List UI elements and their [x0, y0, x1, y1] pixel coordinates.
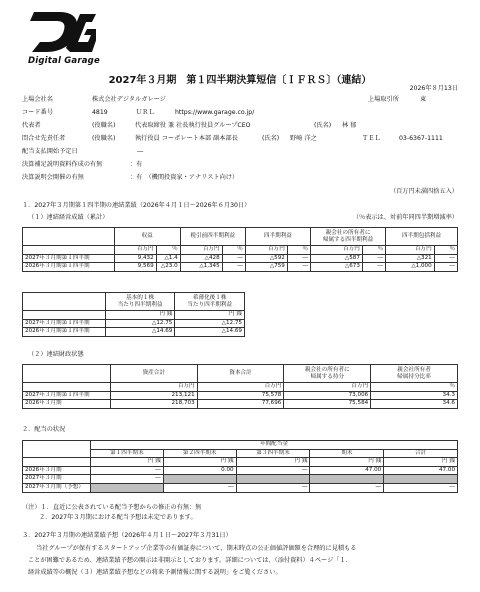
unit-row	[23, 246, 115, 255]
url-value[interactable]: https://www.garage.co.jp/	[175, 109, 255, 116]
report-date: 2026年８月13日	[409, 85, 458, 92]
header-equity-ratio: 親会社所有者 帰属持分比率	[371, 365, 458, 383]
fin-corner	[23, 365, 111, 383]
table-row: 2027年３月期第１四半期 9,432 △1.4 △428 ― △592 ― △587 ― △321 ―	[23, 254, 458, 263]
meeting-value: ：有 （機関投資家・アナリスト向け）	[130, 174, 239, 181]
forecast-text-3: 経営成績等の概況（３）連結業績予想などの将来予測情報に関する説明」をご覧ください。	[28, 569, 282, 576]
section3-heading: ３．2027年３月期の連結業績予想（2026年４月１日～2027年３月31日）	[22, 532, 232, 539]
meeting-label: 決算説明会開催の有無	[22, 174, 84, 181]
table-row: 2027年３月期 ―	[23, 475, 458, 484]
header-diluted-eps: 希薄化後１株 当たり四半期利益	[175, 293, 245, 311]
tel-label: ＴＥＬ	[362, 135, 381, 142]
section1-sub1: （１）連結経営成績（累計）	[28, 214, 109, 221]
tel-value: 03-6367-1111	[399, 135, 443, 142]
dividend-note1: （注）１．直近に公表されている配当予想からの修正の有無：無	[22, 504, 202, 511]
exchange-label: 上場取引所	[368, 96, 399, 103]
pct-note: （％表示は、対前年同四半期増減率）	[352, 214, 458, 221]
rep-label: 代表者	[22, 122, 41, 129]
forecast-text-2: ことが困難であるため、連結業績予想の開示は非開示としております。詳細については、（添付資料）４ページ「１．	[28, 557, 352, 564]
operating-results-table: 収益 税引前四半期利益 四半期利益 親会社の所有者に 帰属する四半期利益 四半期包括利益 百万円 ％ 百万円 ％ 百万円 ％ 百万円 ％ 百万円 ％ 2027年３月期第１四半期 9,432 △1.4 △428 ― △592 ― △587 ― △321 ― 2026年３月期第１四半期 9,569 △23.0 △1,345 ― △759 ― △673 ― △1,000 ―	[22, 227, 458, 272]
rep-title-label: (役職名)	[92, 122, 116, 129]
code-value: 4819	[92, 109, 108, 116]
header-annual-dividend: 年間配当金	[90, 441, 457, 450]
contact-title: 執行役員 コーポレート本部 副本部長	[135, 135, 238, 142]
rep-name: 林 郁	[342, 122, 357, 129]
brand-name: Digital Garage	[28, 56, 100, 66]
header-basic-eps: 基本的１株 当たり四半期利益	[105, 293, 175, 311]
header-pretax: 税引前四半期利益	[180, 228, 245, 246]
header-profit: 四半期利益	[245, 228, 310, 246]
dg-logo-icon	[30, 8, 96, 56]
exchange-value: 東	[420, 96, 427, 103]
table-row: 2026年３月期第１四半期 △14.69 △14.69	[23, 328, 245, 337]
listed-label: 上場会社名	[22, 96, 53, 103]
financial-position-table: 資産合計 資本合計 親会社の所有者に 帰属する持分 親会社所有者 帰属持分比率 百万円 百万円 百万円 ％ 2027年３月期第１四半期 213,121 75,578 73,006 34.3 2026年３月期 218,703 77,696 75,584 34.6	[22, 364, 458, 409]
eps-table: 基本的１株 当たり四半期利益 希薄化後１株 当たり四半期利益 円 銭 円 銭 2027年３月期第１四半期 △12.75 △12.75 2026年３月期第１四半期 △14.69 △14.69	[22, 292, 245, 337]
header-owner-profit: 親会社の所有者に 帰属する四半期利益	[311, 228, 386, 246]
supp-material-value: ：有	[130, 161, 143, 168]
table-row: 2026年３月期 218,703 77,696 75,584 34.6	[23, 400, 458, 409]
table-row: 2027年３月期（予想） ― ― ― ―	[23, 483, 458, 492]
report-title: 2027年３月期 第１四半期決算短信〔ＩＦＲＳ〕（連結）	[108, 75, 372, 86]
table-row: 2027年３月期第１四半期 △12.75 △12.75	[23, 319, 245, 328]
forecast-text-1: 当社グループが保有するスタートアップ企業等の有価証券について、期末時点の公正価値評価額を合理的に見積もる	[36, 545, 357, 552]
contact-name: 野崎 洋之	[290, 135, 317, 142]
section1-heading: １．2027年３月期第１四半期の連結業績（2026年４月１日～2026年６月30日）	[22, 202, 251, 209]
table-row: 2026年３月期第１四半期 9,569 △23.0 △1,345 ― △759 ― △673 ― △1,000 ―	[23, 263, 458, 272]
contact-title-label: (役職名)	[92, 135, 116, 142]
header-total-equity: 資本合計	[197, 365, 284, 383]
results-corner	[23, 228, 115, 246]
dividend-table: 年間配当金 第１四半期末 第２四半期末 第３四半期末 期末 合計 円 銭 円 銭 円 銭 円 銭 円 銭 2026年３月期 ― 0.00 ― 47.00 47.00 2027年３月期 ― 2027年３月期（予想） ― ― ― ―	[22, 440, 458, 493]
header-comprehensive: 四半期包括利益	[386, 228, 458, 246]
listed-value: 株式会社デジタルガレージ	[92, 96, 166, 103]
supp-material-label: 決算補足説明資料作成の有無	[22, 161, 103, 168]
header-owner-equity: 親会社の所有者に 帰属する持分	[284, 365, 371, 383]
table-row: 2026年３月期 ― 0.00 ― 47.00 47.00	[23, 466, 458, 475]
header-revenue: 収益	[114, 228, 180, 246]
dividend-corner	[23, 441, 91, 458]
contact-name-label: (氏名)	[262, 135, 280, 142]
header-total-assets: 資産合計	[110, 365, 197, 383]
dividend-date-label: 配当支払開始予定日	[22, 148, 78, 155]
section2-heading: ２．配当の状況	[22, 426, 66, 433]
rep-name-label: (氏名)	[314, 122, 332, 129]
section1-sub2: （２）連結財政状態	[28, 351, 84, 358]
code-label: コード番号	[22, 109, 53, 116]
eps-corner	[23, 293, 106, 311]
rep-title: 代表取締役 兼 社長執行役員グループCEO	[135, 122, 251, 129]
table-row: 2027年３月期第１四半期 213,121 75,578 73,006 34.3	[23, 391, 458, 400]
dividend-note2: ２．2027年３月期における配当予想は未定であります。	[39, 514, 197, 521]
url-label: ＵＲＬ	[136, 109, 155, 116]
dividend-date-value: ―	[137, 148, 144, 155]
unit-note: （百万円未満四捨五入）	[389, 188, 458, 195]
contact-label: 問合せ先責任者	[22, 135, 66, 142]
